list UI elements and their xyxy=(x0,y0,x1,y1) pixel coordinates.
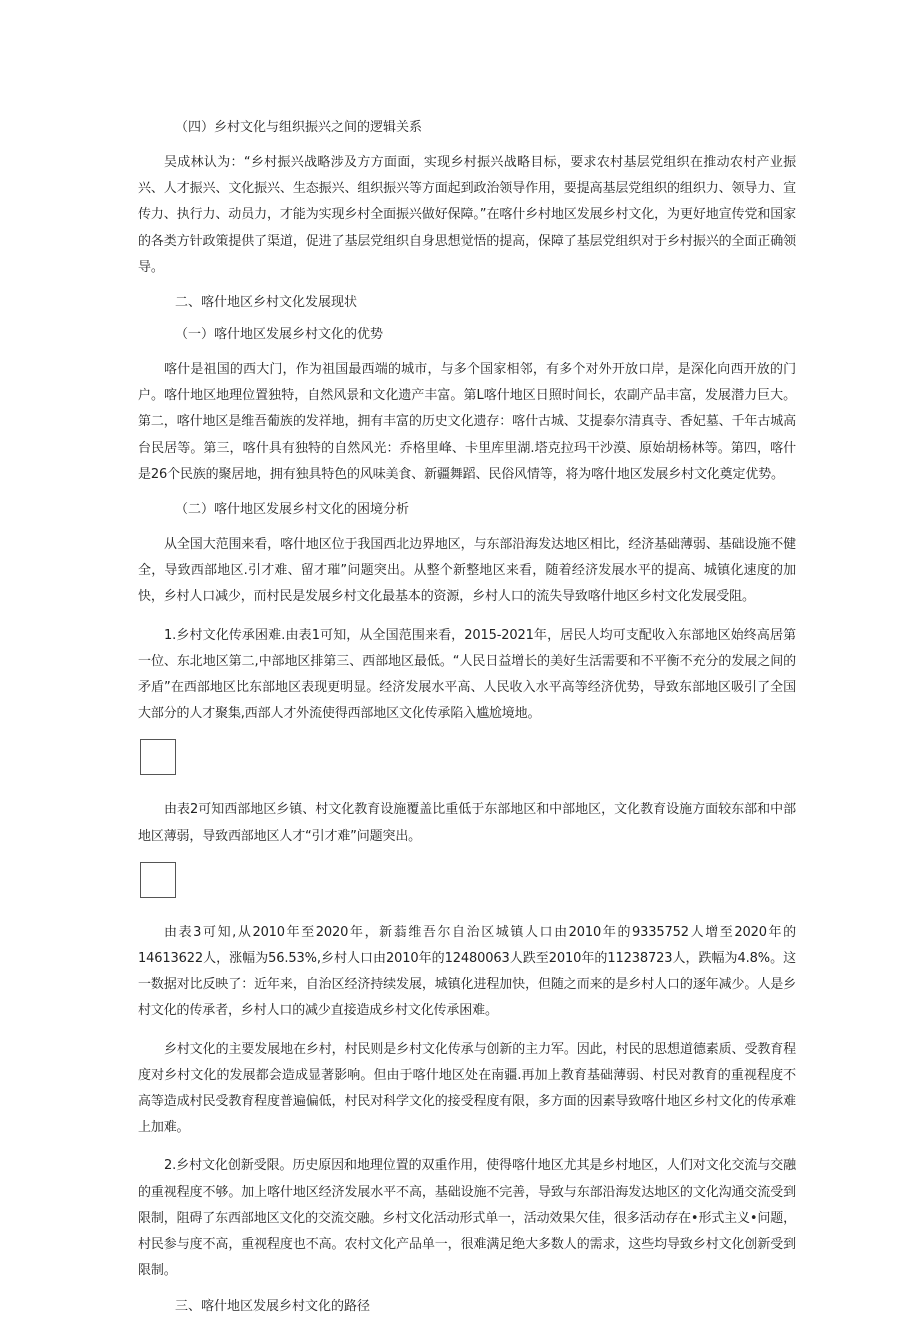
heading-sub-difficulties: （二）喀什地区发展乡村文化的困境分析 xyxy=(175,502,410,518)
paragraph-villagers: 乡村文化的主要发展地在乡村，村民则是乡村文化传承与创新的主力军。因此，村民的思想道德素质、受教育程度对乡村文化的发展都会造成显著影响。但由于喀什地区处在南疆.再加上教育基础薄弱、村民对教育的重视程度不高等造成村民受教育程度普遍偏低，村民对科学文化的接受程度有限，多方面的因素导致喀什地区乡村文化的传承难上加难。 xyxy=(138,1041,796,1136)
paragraph-national-view: 从全国大范围来看，喀什地区位于我国西北边界地区，与东部沿海发达地区相比，经济基础薄弱、基础设施不健全，导致西部地区.引才难、留才璀”问题突出。从整个新整地区来看，随着经济发展水平的提高、城镇化速度的加快，乡村人口减少，而村民是发展乡村文化最基本的资源，乡村人口的流失导致喀什地区乡村文化发展受阻。 xyxy=(138,537,796,605)
heading-section-2: 二、喀什地区乡村文化发展现状 xyxy=(175,295,358,311)
heading-section-3: 三、喀什地区发展乡村文化的路径 xyxy=(175,1298,371,1314)
table-2-placeholder-image xyxy=(140,862,176,898)
paragraph-table-2: 由表2可知西部地区乡镇、村文化教育设施覆盖比重低于东部地区和中部地区，文化教育设施方面较东部和中部地区薄弱，导致西部地区人才“引才难”问题突出。 xyxy=(138,802,796,844)
paragraph-innovation-limited: 2.乡村文化创新受限。历史原因和地理位置的双重作用，使得喀什地区尤其是乡村地区，人们对文化交流与交融的重视程度不够。加上喀什地区经济发展水平不高，基础设施不完善，导致与东部沿海发达地区的文化沟通交流受到限制，阻碍了东西部地区文化的交流交融。乡村文化活动形式单一，活动效果欠佳，很多活动存在•形式主义•问题，村民参与度不高，重视程度也不高。农村文化产品单一，很难满足绝大多数人的需求，这些均导致乡村文化创新受到限制。 xyxy=(138,1158,796,1279)
paragraph-table-3: 由表3可知,从2010年至2020年，新蓊维吾尔自治区城镇人口由2010年的9335752人增至2020年的14613622人，涨幅为56.53%,乡村人口由2010年的12480063人跌至2010年的11238723人，跌幅为4.8%。这一数据对比反映了：近年来，自治区经济持续发展，城镇化进程加快，但随之而来的是乡村人口的逐年减少。人是乡村文化的传承者，乡村人口的减少直接造成乡村文化传承困难。 xyxy=(138,924,796,1019)
paragraph-wu-chenglin: 吴成林认为：“乡村振兴战略涉及方方面面，实现乡村振兴战略目标，要求农村基层党组织在推动农村产业振兴、人才振兴、文化振兴、生态振兴、组织振兴等方面起到政治领导作用，要提高基层党组织的组织力、领导力、宣传力、执行力、动员力，才能为实现乡村全面振兴做好保障。”在喀什乡村地区发展乡村文化，为更好地宣传党和国家的各类方针政策提供了渠道，促进了基层党组织自身思想觉悟的提高，保障了基层党组织对于乡村振兴的全面正确领导。 xyxy=(138,155,796,275)
heading-sub-advantages: （一）喀什地区发展乡村文化的优势 xyxy=(175,327,384,343)
heading-section-4: （四）乡村文化与组织振兴之间的逻辑关系 xyxy=(175,120,423,135)
document-page xyxy=(138,118,796,1329)
paragraph-inheritance-difficulty: 1.乡村文化传承困难.由表1可知，从全国范围来看，2015-2021年，居民人均可支配收入东部地区始终高居第一位、东北地区第二,中部地区排第三、西部地区最低。“人民日益增长的美好生活需要和不平衡不充分的发展之间的矛盾”在西部地区比东部地区表现更明显。经济发展水平高、人民收入水平高等经济优势，导致东部地区吸引了全国大部分的人才聚集,西部人才外流使得西部地区文化传承陷入尴尬境地。 xyxy=(138,627,796,722)
paragraph-kashgar-advantages: 喀什是祖国的西大门，作为祖国最西端的城市，与多个国家相邻，有多个对外开放口岸，是深化向西开放的门户。喀什地区地理位置独特，自然风景和文化遗产丰富。第L喀什地区日照时间长，农副产品丰富，发展潜力巨大。第二，喀什地区是维吾葡族的发祥地，拥有丰富的历史文化遗存：喀什古城、艾提泰尔清真寺、香妃墓、千年古城高台民居等。第三，喀什具有独特的自然风光：乔格里峰、卡里库里湖.塔克拉玛干沙漠、原始胡杨林等。第四，喀什是26个民族的聚居地，拥有独具特色的风味美食、新疆舞蹈、民俗风情等，将为喀什地区发展乡村文化奠定优势。 xyxy=(138,362,796,482)
table-1-placeholder-image xyxy=(140,739,176,775)
